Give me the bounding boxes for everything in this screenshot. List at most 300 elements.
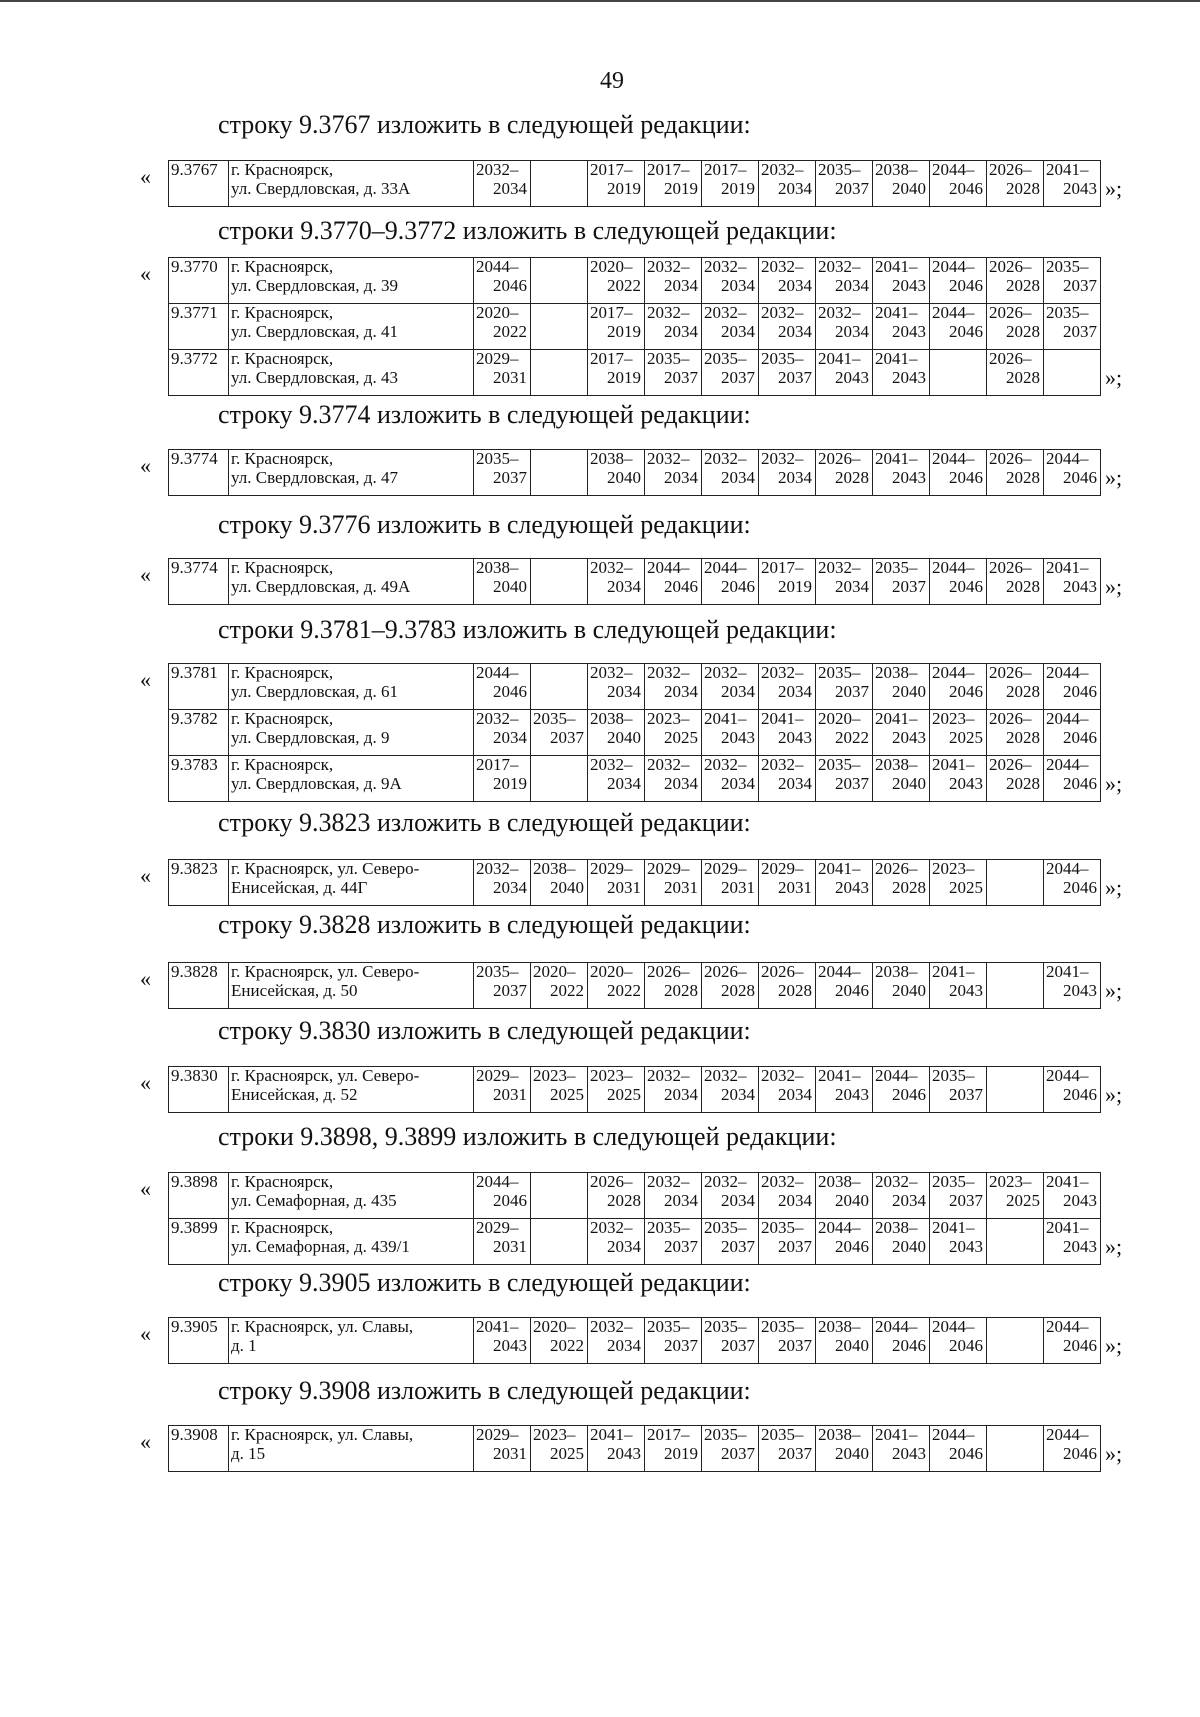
period-start: 2017– <box>476 755 519 774</box>
period-end: 2034 <box>778 178 812 198</box>
period-cell <box>588 963 645 1009</box>
address-line-2: Енисейская, д. 52 <box>231 1084 358 1104</box>
address-cell <box>229 1067 474 1113</box>
period-start: 2035– <box>818 755 861 774</box>
period-end: 2022 <box>607 275 641 295</box>
period-cell <box>1044 258 1101 304</box>
address-line-2: ул. Свердловская, д. 39 <box>231 275 398 295</box>
period-end: 2040 <box>835 1443 869 1463</box>
period-start: 2035– <box>875 558 918 577</box>
period-end: 2040 <box>607 467 641 487</box>
address-cell <box>229 304 474 350</box>
period-end: 2046 <box>1063 1443 1097 1463</box>
period-cell <box>759 450 816 496</box>
period-end: 2046 <box>664 576 698 596</box>
period-end: 2037 <box>493 467 527 487</box>
period-start: 2044– <box>932 449 975 468</box>
period-cell <box>588 559 645 605</box>
section-heading: строки 9.3770–9.3772 изложить в следующей редакции: <box>218 216 837 245</box>
period-cell <box>474 664 531 710</box>
period-start: 2032– <box>704 1172 747 1191</box>
period-end: 2034 <box>778 321 812 341</box>
period-cell <box>759 1067 816 1113</box>
period-cell <box>588 1173 645 1219</box>
period-end: 2019 <box>607 367 641 387</box>
period-cell <box>987 559 1044 605</box>
table-row <box>169 304 1101 350</box>
period-cell <box>531 860 588 906</box>
period-cell <box>930 1219 987 1265</box>
period-start: 2044– <box>476 1172 519 1191</box>
period-start: 2032– <box>818 257 861 276</box>
period-cell <box>474 710 531 756</box>
address-line-1: г. Красноярск, <box>231 257 334 276</box>
period-cell <box>1044 559 1101 605</box>
period-cell <box>702 559 759 605</box>
period-end: 2028 <box>1006 576 1040 596</box>
period-cell <box>588 350 645 396</box>
address-line-2: ул. Свердловская, д. 9А <box>231 773 402 793</box>
section-heading: строку 9.3776 изложить в следующей редакции: <box>218 510 751 539</box>
period-start: 2035– <box>647 349 690 368</box>
period-start: 2032– <box>761 755 804 774</box>
period-end: 2028 <box>1006 773 1040 793</box>
address-line-2: ул. Семафорная, д. 439/1 <box>231 1236 410 1256</box>
address-line-1: г. Красноярск, <box>231 755 334 774</box>
period-start: 2026– <box>989 160 1032 179</box>
period-start: 2044– <box>476 663 519 682</box>
period-end: 2034 <box>664 1084 698 1104</box>
period-end: 2046 <box>493 1190 527 1210</box>
period-cell <box>702 1318 759 1364</box>
period-start: 2029– <box>647 859 690 878</box>
period-start: 2035– <box>761 349 804 368</box>
period-end: 2034 <box>607 773 641 793</box>
period-cell <box>531 963 588 1009</box>
period-cell <box>759 1173 816 1219</box>
quote-open: « <box>140 1321 151 1346</box>
period-end: 2046 <box>949 467 983 487</box>
period-end: 2043 <box>892 1443 926 1463</box>
section-heading: строку 9.3774 изложить в следующей редакции: <box>218 400 751 429</box>
period-start: 2032– <box>590 558 633 577</box>
period-end: 2034 <box>778 275 812 295</box>
period-start: 2032– <box>761 449 804 468</box>
period-end: 2046 <box>949 178 983 198</box>
period-cell <box>987 963 1044 1009</box>
period-end: 2034 <box>778 773 812 793</box>
period-cell <box>930 1173 987 1219</box>
period-cell <box>702 161 759 207</box>
period-end: 2037 <box>1063 275 1097 295</box>
address-cell <box>229 258 474 304</box>
period-start: 2032– <box>704 257 747 276</box>
period-cell <box>1044 664 1101 710</box>
period-cell <box>930 710 987 756</box>
period-start: 2041– <box>932 962 975 981</box>
period-end: 2037 <box>721 367 755 387</box>
address-line-1: г. Красноярск, <box>231 303 334 322</box>
period-cell <box>474 304 531 350</box>
period-end: 2028 <box>1006 321 1040 341</box>
period-end: 2046 <box>949 275 983 295</box>
period-start: 2032– <box>704 1066 747 1085</box>
period-end: 2043 <box>949 1236 983 1256</box>
period-start: 2041– <box>932 755 975 774</box>
period-end: 2031 <box>493 1236 527 1256</box>
period-end: 2046 <box>835 980 869 1000</box>
period-end: 2034 <box>778 1190 812 1210</box>
period-end: 2034 <box>607 576 641 596</box>
period-start: 2038– <box>818 1425 861 1444</box>
period-cell <box>759 161 816 207</box>
period-end: 2034 <box>892 1190 926 1210</box>
address-line-2: ул. Свердловская, д. 61 <box>231 681 398 701</box>
period-end: 2034 <box>664 773 698 793</box>
address-line-2: ул. Семафорная, д. 435 <box>231 1190 397 1210</box>
address-line-1: г. Красноярск, ул. Славы, <box>231 1317 414 1336</box>
period-end: 2022 <box>550 980 584 1000</box>
period-end: 2046 <box>949 321 983 341</box>
period-start: 2044– <box>1046 709 1089 728</box>
period-cell <box>588 756 645 802</box>
period-end: 2040 <box>550 877 584 897</box>
address-line-1: г. Красноярск, <box>231 1218 334 1237</box>
period-cell <box>531 450 588 496</box>
period-cell <box>531 161 588 207</box>
period-start: 2035– <box>818 160 861 179</box>
period-end: 2034 <box>835 576 869 596</box>
period-cell <box>759 1318 816 1364</box>
amendment-table <box>168 558 1101 605</box>
period-cell <box>702 963 759 1009</box>
period-cell <box>588 1067 645 1113</box>
period-start: 2038– <box>818 1317 861 1336</box>
period-start: 2035– <box>647 1317 690 1336</box>
period-cell <box>873 1426 930 1472</box>
period-end: 2034 <box>721 681 755 701</box>
period-end: 2022 <box>550 1335 584 1355</box>
quote-open: « <box>140 453 151 478</box>
period-cell <box>702 756 759 802</box>
period-cell <box>474 756 531 802</box>
period-cell <box>873 304 930 350</box>
period-cell <box>1044 756 1101 802</box>
period-end: 2028 <box>1006 275 1040 295</box>
row-number: 9.3908 <box>169 1426 229 1472</box>
period-end: 2043 <box>892 727 926 747</box>
period-start: 2041– <box>704 709 747 728</box>
address-cell <box>229 1219 474 1265</box>
period-cell <box>987 1173 1044 1219</box>
table-row <box>169 860 1101 906</box>
row-number: 9.3823 <box>169 860 229 906</box>
period-cell <box>531 664 588 710</box>
period-end: 2046 <box>1063 877 1097 897</box>
period-start: 2041– <box>932 1218 975 1237</box>
period-start: 2032– <box>761 1066 804 1085</box>
table-row <box>169 350 1101 396</box>
period-cell <box>816 1318 873 1364</box>
table-row <box>169 1173 1101 1219</box>
period-start: 2023– <box>647 709 690 728</box>
period-start: 2029– <box>590 859 633 878</box>
address-line-2: ул. Свердловская, д. 47 <box>231 467 398 487</box>
period-cell <box>531 350 588 396</box>
period-end: 2043 <box>949 773 983 793</box>
period-start: 2026– <box>989 449 1032 468</box>
period-cell <box>759 860 816 906</box>
period-cell <box>987 664 1044 710</box>
period-end: 2046 <box>892 1084 926 1104</box>
period-end: 2037 <box>550 727 584 747</box>
period-start: 2023– <box>932 859 975 878</box>
address-line-1: г. Красноярск, <box>231 160 334 179</box>
period-cell <box>759 963 816 1009</box>
address-line-2: ул. Свердловская, д. 43 <box>231 367 398 387</box>
period-end: 2034 <box>493 178 527 198</box>
period-end: 2034 <box>721 1084 755 1104</box>
period-start: 2032– <box>647 303 690 322</box>
period-cell <box>588 161 645 207</box>
section-heading: строку 9.3905 изложить в следующей редакции: <box>218 1268 751 1297</box>
period-end: 2043 <box>835 1084 869 1104</box>
period-start: 2026– <box>989 663 1032 682</box>
period-end: 2034 <box>607 681 641 701</box>
period-end: 2046 <box>721 576 755 596</box>
period-start: 2044– <box>476 257 519 276</box>
table-row <box>169 710 1101 756</box>
period-start: 2017– <box>704 160 747 179</box>
period-start: 2032– <box>761 303 804 322</box>
period-end: 2019 <box>607 178 641 198</box>
period-end: 2046 <box>835 1236 869 1256</box>
period-end: 2043 <box>493 1335 527 1355</box>
quote-open: « <box>140 863 151 888</box>
period-end: 2046 <box>1063 681 1097 701</box>
period-end: 2028 <box>1006 467 1040 487</box>
period-cell <box>873 1067 930 1113</box>
period-start: 2032– <box>818 558 861 577</box>
period-start: 2044– <box>1046 859 1089 878</box>
period-start: 2017– <box>647 1425 690 1444</box>
address-line-1: г. Красноярск, <box>231 558 334 577</box>
period-end: 2034 <box>721 467 755 487</box>
period-end: 2043 <box>607 1443 641 1463</box>
period-cell <box>645 350 702 396</box>
period-end: 2037 <box>721 1335 755 1355</box>
period-end: 2031 <box>607 877 641 897</box>
period-start: 2029– <box>476 1218 519 1237</box>
period-cell <box>645 963 702 1009</box>
period-end: 2037 <box>835 773 869 793</box>
period-end: 2037 <box>778 1443 812 1463</box>
period-cell <box>987 1219 1044 1265</box>
address-cell <box>229 1318 474 1364</box>
period-cell <box>816 860 873 906</box>
period-start: 2038– <box>818 1172 861 1191</box>
period-start: 2032– <box>647 755 690 774</box>
period-end: 2034 <box>664 321 698 341</box>
period-cell <box>1044 860 1101 906</box>
period-cell <box>873 860 930 906</box>
period-cell <box>645 258 702 304</box>
period-cell <box>759 559 816 605</box>
period-cell <box>531 1318 588 1364</box>
row-number: 9.3770 <box>169 258 229 304</box>
period-start: 2032– <box>590 663 633 682</box>
period-cell <box>1044 1426 1101 1472</box>
period-start: 2044– <box>1046 755 1089 774</box>
table-row <box>169 559 1101 605</box>
period-start: 2044– <box>647 558 690 577</box>
period-cell <box>873 1173 930 1219</box>
period-cell <box>588 304 645 350</box>
period-end: 2031 <box>493 367 527 387</box>
period-cell <box>873 258 930 304</box>
period-cell <box>816 963 873 1009</box>
period-end: 2019 <box>664 1443 698 1463</box>
period-end: 2040 <box>835 1335 869 1355</box>
period-start: 2041– <box>875 1425 918 1444</box>
period-start: 2026– <box>761 962 804 981</box>
period-start: 2038– <box>875 663 918 682</box>
period-end: 2043 <box>835 877 869 897</box>
period-cell <box>930 1067 987 1113</box>
period-end: 2031 <box>493 1443 527 1463</box>
address-line-1: г. Красноярск, ул. Северо- <box>231 859 420 878</box>
period-start: 2032– <box>704 755 747 774</box>
period-start: 2020– <box>476 303 519 322</box>
period-start: 2026– <box>989 558 1032 577</box>
period-cell <box>645 1426 702 1472</box>
period-cell <box>645 559 702 605</box>
period-start: 2035– <box>704 349 747 368</box>
amendment-table <box>168 449 1101 496</box>
period-start: 2038– <box>533 859 576 878</box>
period-cell <box>702 1067 759 1113</box>
period-end: 2043 <box>1063 1190 1097 1210</box>
period-start: 2044– <box>704 558 747 577</box>
period-end: 2025 <box>550 1084 584 1104</box>
period-start: 2041– <box>761 709 804 728</box>
period-start: 2041– <box>1046 1172 1089 1191</box>
period-start: 2038– <box>476 558 519 577</box>
address-line-2: д. 15 <box>231 1443 266 1463</box>
period-cell <box>816 710 873 756</box>
amendment-table <box>168 663 1101 802</box>
period-cell <box>702 350 759 396</box>
table-row <box>169 1426 1101 1472</box>
period-end: 2022 <box>607 980 641 1000</box>
period-start: 2035– <box>533 709 576 728</box>
period-cell <box>816 450 873 496</box>
period-end: 2025 <box>949 877 983 897</box>
period-start: 2044– <box>932 1425 975 1444</box>
period-cell <box>1044 1219 1101 1265</box>
period-start: 2035– <box>761 1425 804 1444</box>
period-end: 2028 <box>1006 681 1040 701</box>
period-end: 2043 <box>835 367 869 387</box>
section-heading: строки 9.3898, 9.3899 изложить в следующей редакции: <box>218 1122 837 1151</box>
period-cell <box>588 1318 645 1364</box>
quote-open: « <box>140 261 151 286</box>
period-cell <box>645 1173 702 1219</box>
period-start: 2035– <box>704 1425 747 1444</box>
period-start: 2044– <box>932 303 975 322</box>
period-end: 2028 <box>778 980 812 1000</box>
address-cell <box>229 963 474 1009</box>
period-start: 2041– <box>875 449 918 468</box>
address-line-1: г. Красноярск, <box>231 709 334 728</box>
period-end: 2037 <box>778 1236 812 1256</box>
address-line-1: г. Красноярск, <box>231 1172 334 1191</box>
period-cell <box>531 1426 588 1472</box>
period-cell <box>702 710 759 756</box>
period-end: 2028 <box>835 467 869 487</box>
period-start: 2035– <box>476 962 519 981</box>
period-cell <box>930 258 987 304</box>
period-start: 2044– <box>932 257 975 276</box>
quote-open: « <box>140 966 151 991</box>
address-cell <box>229 450 474 496</box>
period-start: 2041– <box>1046 962 1089 981</box>
period-cell <box>474 1426 531 1472</box>
period-cell <box>1044 1067 1101 1113</box>
period-cell <box>645 710 702 756</box>
period-cell <box>588 450 645 496</box>
period-cell <box>930 350 987 396</box>
period-end: 2019 <box>778 576 812 596</box>
address-line-2: д. 1 <box>231 1335 257 1355</box>
period-start: 2023– <box>932 709 975 728</box>
period-cell <box>1044 1318 1101 1364</box>
period-end: 2028 <box>1006 178 1040 198</box>
period-cell <box>645 1067 702 1113</box>
period-cell <box>702 258 759 304</box>
period-end: 2046 <box>1063 773 1097 793</box>
period-start: 2032– <box>818 303 861 322</box>
period-start: 2029– <box>476 1066 519 1085</box>
quote-close: »; <box>1105 1234 1123 1259</box>
period-cell <box>987 350 1044 396</box>
period-cell <box>531 258 588 304</box>
period-end: 2043 <box>1063 980 1097 1000</box>
period-cell <box>1044 710 1101 756</box>
address-cell <box>229 1173 474 1219</box>
period-cell <box>474 1318 531 1364</box>
period-end: 2037 <box>664 1335 698 1355</box>
amendment-table <box>168 1172 1101 1265</box>
period-cell <box>816 559 873 605</box>
period-end: 2025 <box>664 727 698 747</box>
period-end: 2031 <box>664 877 698 897</box>
period-cell <box>759 664 816 710</box>
period-cell <box>930 304 987 350</box>
quote-close: »; <box>1105 365 1123 390</box>
period-end: 2034 <box>493 877 527 897</box>
period-start: 2041– <box>818 349 861 368</box>
period-start: 2020– <box>590 257 633 276</box>
period-cell <box>816 1426 873 1472</box>
period-start: 2038– <box>590 449 633 468</box>
period-cell <box>987 258 1044 304</box>
period-end: 2034 <box>493 727 527 747</box>
section-heading: строку 9.3908 изложить в следующей редакции: <box>218 1376 751 1405</box>
period-end: 2040 <box>493 576 527 596</box>
table-row <box>169 1318 1101 1364</box>
quote-close: »; <box>1105 176 1123 201</box>
